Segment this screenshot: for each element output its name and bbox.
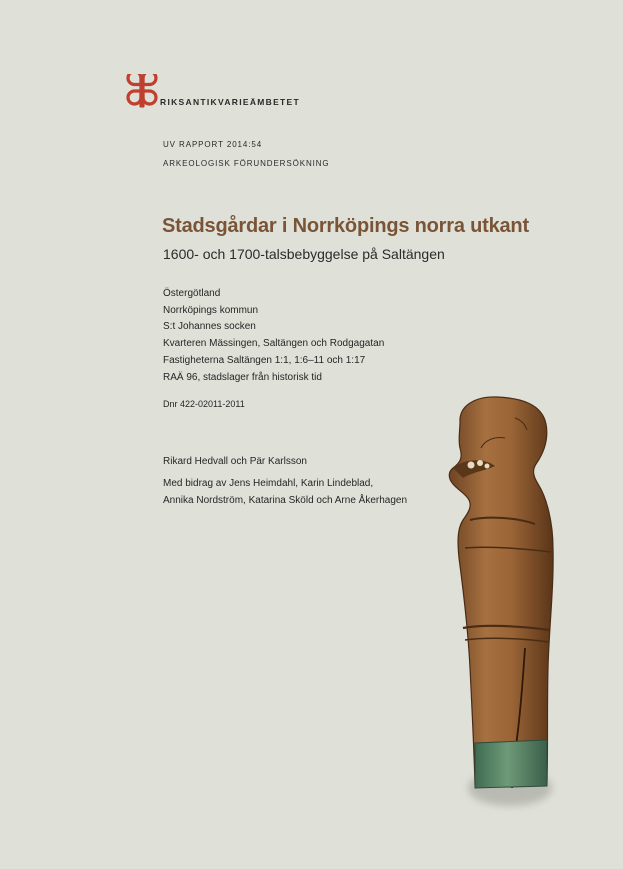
organization-name: RIKSANTIKVARIEÄMBETET	[160, 97, 301, 107]
location-line: Norrköpings kommun	[163, 304, 259, 316]
location-line: S:t Johannes socken	[163, 321, 256, 333]
report-type: ARKEOLOGISK FÖRUNDERSÖKNING	[163, 159, 330, 168]
location-line: Östergötland	[163, 288, 221, 299]
location-line: Fastigheterna Saltängen 1:1, 1:6–11 och 1:17	[163, 354, 366, 366]
location-line: Kvarteren Mässingen, Saltängen och Rodgagatan	[163, 338, 385, 350]
report-number: UV RAPPORT 2014:54	[163, 140, 263, 149]
diary-number: Dnr 422-02011-2011	[163, 399, 245, 409]
location-line: RAÄ 96, stadslager från historisk tid	[163, 371, 322, 383]
contributors-line: Med bidrag av Jens Heimdahl, Karin Lindeblad,	[163, 478, 374, 489]
page-title: Stadsgårdar i Norrköpings norra utkant	[162, 215, 529, 237]
contributors	[163, 476, 407, 509]
page-subtitle: 1600- och 1700-talsbebyggelse på Saltängen	[163, 246, 445, 262]
raa-logo-icon	[124, 74, 160, 110]
contributors-line: Annika Nordström, Katarina Sköld och Arne Åkerhagen	[163, 494, 408, 506]
authors: Rikard Hedvall och Pär Karlsson	[163, 456, 307, 467]
carved-figurine-image	[425, 388, 560, 818]
location-block	[163, 286, 384, 386]
